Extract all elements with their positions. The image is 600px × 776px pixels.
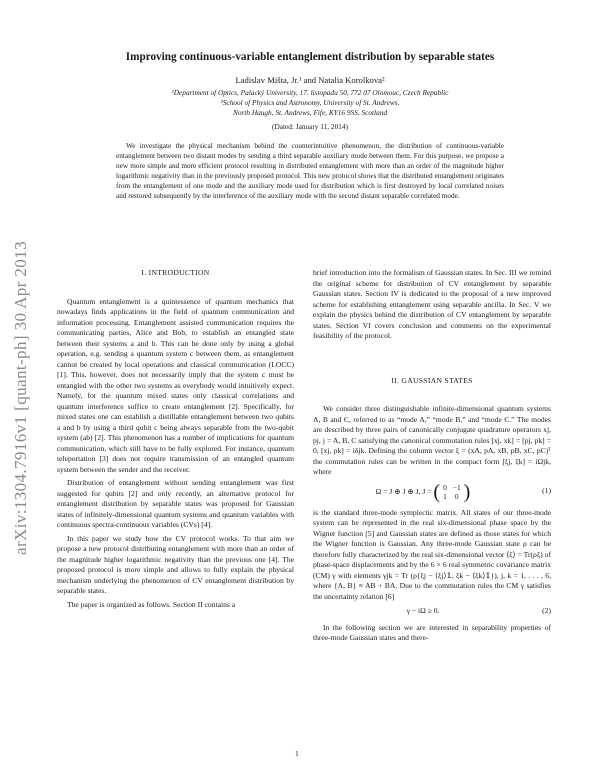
symplectic-matrix-j: ( 0 −1 1 0 ) — [433, 480, 471, 503]
matrix-cell: 0 — [443, 482, 447, 492]
paper-title: Improving continuous-variable entanglement distribution by separable states — [125, 51, 495, 63]
arxiv-identifier: arXiv:1304.7916v1 [quant-ph] 30 Apr 2013 — [11, 240, 30, 555]
date-line: (Dated: January 11, 2014) — [272, 122, 348, 131]
matrix-cell: 1 — [443, 491, 447, 501]
affiliation-1: ¹Department of Optics, Palacký University, 17. listopadu 50, 772 07 Olomouc, Czech Republic — [171, 88, 449, 97]
right-column — [313, 268, 551, 647]
intro-continuation: brief introduction into the formalism of Gaussian states. In Sec. III we remind the original scheme for distribution of CV entanglement by separable Gaussian states. Section IV is dedicated to the proposal of a new improved scheme for establishing entanglement using separable ancilla. In Sec. V we explain the physics behind the distribution of CV entanglement by separable states. Section VI covers conclusion and comments on the experimental feasibility of the protocol. — [313, 268, 551, 340]
arxiv-identifier-margin — [6, 195, 36, 600]
gaussian-paragraph-1: We consider three distinguishable infinite-dimensional quantum systems A, B and C, referred to as “mode A,” “mode B,” and “mode C.” The modes are described by three pairs of canonically conjugate quadrature operators xj, pj, j = A, B, C satisfying the canonical commutation rules [xj, xk] = [pj, pk] = 0, [xj, pk] = iδjk. Defining the column vector ξ = (xA, pA, xB, pB, xC, pC)ᵀ the commutation rules can be written in the compact form [ξj, ξk] = iΩjk, where — [313, 404, 551, 476]
gaussian-paragraph-2: is the standard three-mode symplectic matrix. All states of our three-mode system can be represented in the real six-dimensional phase space by the Wigner function [5] and Gaussian states are defined as those states for which the Wigner function is Gaussian. Any three-mode Gaussian state ρ can be therefore fully characterized by the real six-dimensional vector ⟨ξ⟩ = Tr(ρξ) of phase-space displacements and by the 6 × 6 real symmetric covariance matrix (CM) γ with elements γjk = Tr (ρ{ξj − ⟨ξj⟩𝟙, ξk − ⟨ξk⟩𝟙}), j, k = 1, . . . , 6, where {A, B} ≡ AB + BA. Due to the commutation rules the CM γ satisfies the uncertainty relation [6] — [313, 507, 551, 601]
equation-1-lhs: Ω = J ⊕ J ⊕ J, J = — [375, 486, 432, 496]
intro-paragraph-4: The paper is organized as follows. Section II contains a — [67, 599, 236, 609]
equation-1-number: (1) — [542, 486, 551, 496]
intro-paragraph-3: In this paper we study how the CV protocol works. To that aim we propose a new protocol distributing entanglement with more than an order of the magnitude higher logarithmic negativity than the previous one [4]. The proposed protocol is more simple and allows to fully explain the physical mechanism underlying the phenomenon of CV entanglement distribution by separable states. — [57, 533, 294, 595]
affiliation-2-address: North Haugh, St. Andrews, Fife, KY16 9SS, Scotland — [232, 108, 388, 117]
left-column — [57, 268, 294, 613]
equation-2-body: γ − iΩ ≥ 0. — [406, 606, 440, 615]
equation-2-number: (2) — [542, 606, 551, 615]
authors: Ladislav Mišta, Jr.¹ and Natalia Korolkova² — [235, 75, 385, 85]
page-number: 1 — [295, 749, 299, 758]
equation-2 — [313, 606, 551, 617]
affiliation-2: ²School of Physics and Astronomy, University of St. Andrews, — [220, 98, 400, 107]
section-title-introduction: I. INTRODUCTION — [141, 268, 210, 277]
intro-paragraph-2: Distribution of entanglement without sending entanglement was first suggested for qubits [2] and only recently, an alternative protocol for entanglement distribution by separable states was proposed for Gaussian states of infinitely-dimensional quantum systems and quantum variables with continuous spectra-continuous variables (CVs) [4]. — [57, 478, 294, 529]
abstract: We investigate the physical mechanism behind the counterintuitive phenomenon, the distribution of continuous-variable entanglement between two distant modes by sending a third separable auxiliary mode between them. For this purpose, we propose a new more simple and more efficient protocol resulting in distributed entanglement with more than an order of the magnitude higher logarithmic negativity than in the previously proposed protocol. This new protocol shows that the distributed entanglement originates from the entanglement of one mode and the auxiliary mode used for distribution which is first destroyed by local correlated noises and restored subsequently by the interference of the auxiliary mode with the second distant separable correlated mode. — [116, 142, 504, 201]
section-title-gaussian-states: II. GAUSSIAN STATES — [391, 375, 473, 385]
matrix-cell: −1 — [452, 482, 461, 492]
matrix-cell: 0 — [454, 491, 459, 501]
gaussian-paragraph-3: In the following section we are interested in separability properties of three-mode Gaussian states and there- — [313, 622, 551, 642]
equation-1 — [313, 482, 551, 502]
intro-paragraph-1: Quantum entanglement is a quintessence of quantum mechanics that nowadays finds applications in the field of quantum communication and information processing. Entanglement assisted communication requires the communicating parties, Alice and Bob, to establish an entangled state between their systems a and b. This can be done only by using a global operation, e.g. sending a quantum system c between them, as entanglement cannot be created by local operations and classical communication (LOCC) [1]. This, however, does not necessarily imply that the system c must be entangled with the other two systems as everybody would intuitively expect. Namely, for the quantum mixed states only classical correlations and quantum interference suffice to create entanglement [2]. Specifically, for mixed states one can establish a distillable entanglement between two qubits a and b by using a third qubit c being always separable from the two-qubit system (ab) [2]. This phenomenon has a number of implications for quantum communication, which still have to be fully explored. For instance, quantum teleportation [3] does not require transmission of an entangled quantum system between the sender and the receiver. — [57, 296, 294, 474]
